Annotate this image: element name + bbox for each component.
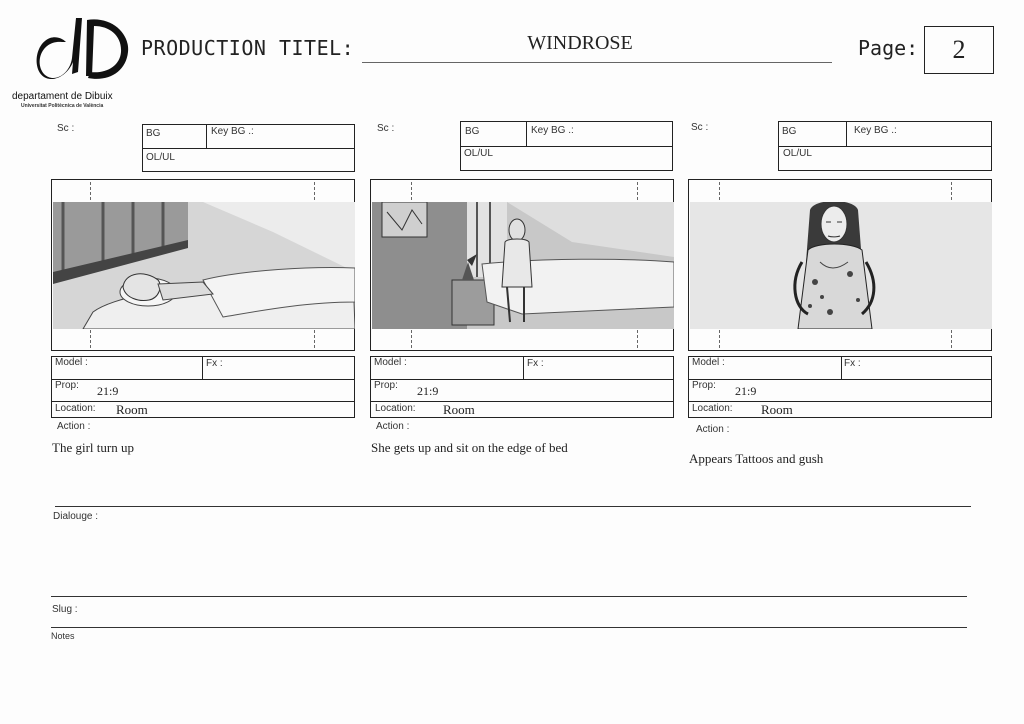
bg-label: BG [146, 128, 161, 139]
location-box [51, 401, 355, 418]
scene-girl-with-tattoos [690, 202, 992, 329]
key-bg-label: Key BG .: [211, 126, 254, 137]
prop-label: Prop: [692, 380, 716, 391]
fx-label: Fx : [527, 358, 544, 369]
bg-label: BG [465, 126, 480, 137]
model-fx-prop-box [688, 356, 992, 402]
action-text: She gets up and sit on the edge of bed [371, 440, 568, 455]
notes-separator [51, 627, 967, 628]
model-label: Model : [55, 357, 88, 368]
slug-label: Slug : [52, 604, 78, 615]
logo-subtext: Universitat Politècnica de València [21, 103, 104, 109]
location-value: Room [443, 402, 475, 417]
notes-label: Notes [51, 631, 75, 641]
sc-label: Sc : [691, 122, 709, 133]
prop-value: 21:9 [417, 384, 439, 398]
prop-label: Prop: [374, 380, 398, 391]
key-bg-label: Key BG .: [531, 125, 574, 136]
action-label: Action : [57, 421, 91, 432]
scene-girl-sitting-on-bed [372, 202, 674, 329]
location-value: Room [761, 402, 793, 417]
location-label: Location: [55, 403, 96, 414]
fx-label: Fx : [206, 358, 223, 369]
location-box [370, 401, 674, 418]
sc-label: Sc : [57, 123, 75, 134]
bg-keybg-box [460, 121, 673, 171]
model-fx-prop-box [370, 356, 674, 402]
olul-label: OL/UL [783, 148, 812, 159]
storyboard-frame [370, 179, 674, 351]
action-text: Appears Tattoos and gush [689, 451, 824, 466]
production-title-label: PRODUCTION TITEL: [141, 36, 355, 60]
scene-girl-lying-in-bed [53, 202, 355, 329]
location-label: Location: [692, 403, 733, 414]
action-text: The girl turn up [52, 440, 134, 455]
slug-separator [51, 596, 967, 597]
prop-value: 21:9 [97, 384, 119, 398]
department-logo [12, 12, 132, 109]
location-box [688, 401, 992, 418]
dialogue-separator [55, 506, 971, 507]
location-value: Room [116, 402, 148, 417]
model-label: Model : [692, 357, 725, 368]
model-label: Model : [374, 357, 407, 368]
model-fx-prop-box [51, 356, 355, 402]
production-title-value: WINDROSE [527, 32, 633, 54]
page-number: 2 [952, 35, 966, 64]
sc-label: Sc : [377, 123, 395, 134]
bg-label: BG [782, 126, 797, 137]
olul-label: OL/UL [464, 148, 493, 159]
location-label: Location: [375, 403, 416, 414]
title-underline [362, 62, 832, 63]
prop-label: Prop: [55, 380, 79, 391]
storyboard-frame [51, 179, 355, 351]
bg-keybg-box [142, 124, 355, 172]
key-bg-label: Key BG .: [854, 125, 897, 136]
logo-mark-icon [32, 12, 132, 84]
page-label: Page: [858, 36, 919, 60]
prop-value: 21:9 [735, 384, 757, 398]
dialogue-label: Dialouge : [53, 511, 99, 522]
page-number-box [924, 26, 994, 74]
bg-keybg-box [778, 121, 992, 171]
action-label: Action : [376, 421, 410, 432]
storyboard-frame [688, 179, 992, 351]
logo-text: departament de Dibuix [12, 91, 113, 102]
olul-label: OL/UL [146, 152, 175, 163]
action-label: Action : [696, 424, 730, 435]
fx-label: Fx : [844, 358, 861, 369]
